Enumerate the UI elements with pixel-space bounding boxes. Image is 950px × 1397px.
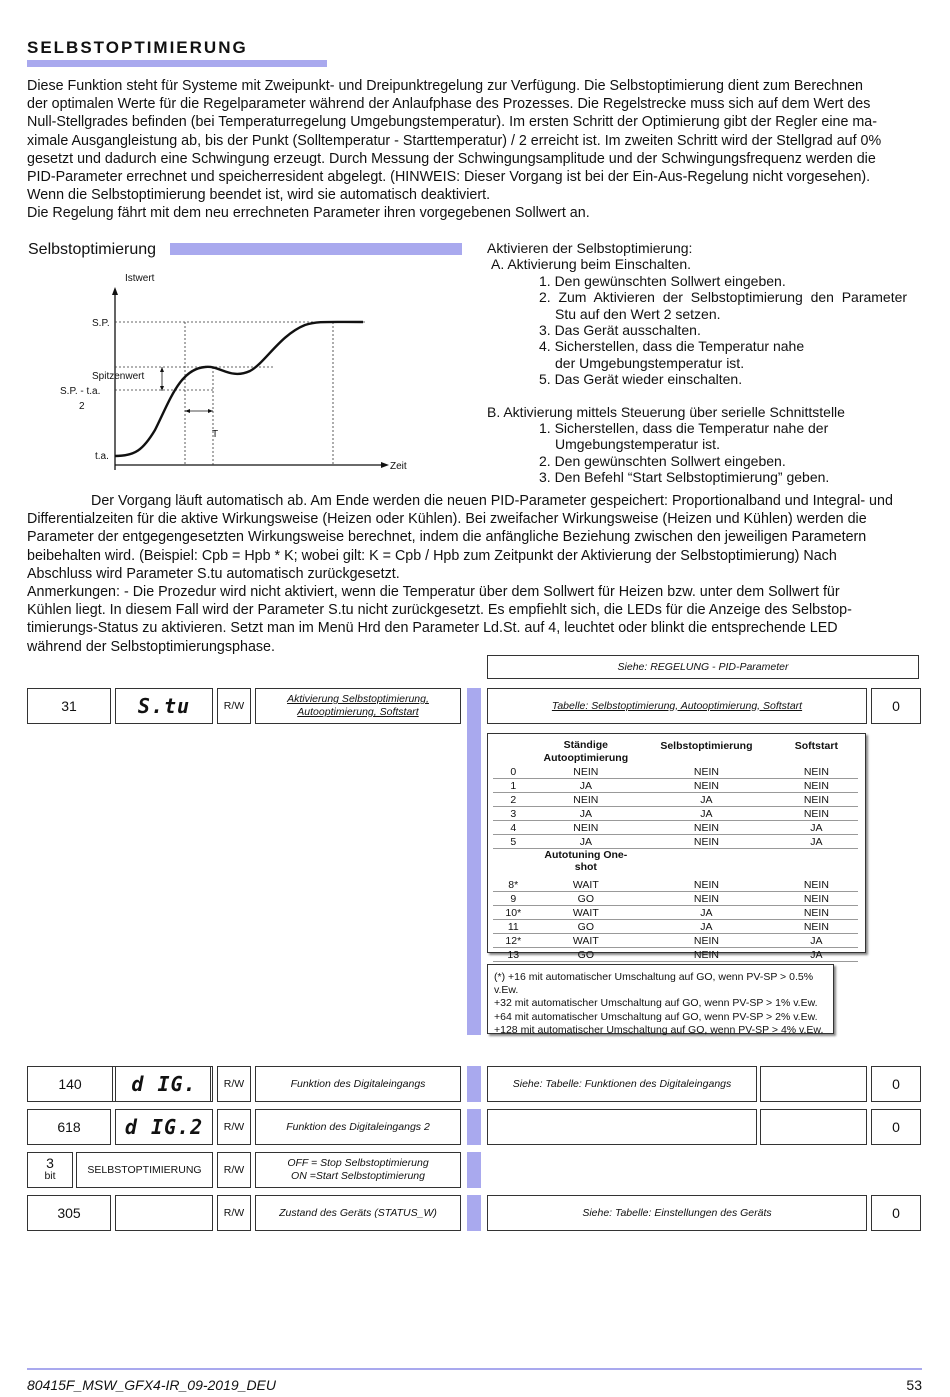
table-cell-value: 9 bbox=[493, 892, 534, 906]
procedure-line: Der Vorgang läuft automatisch ab. Am Ende werden die neuen PID-Parameter gespeichert: Proportionalband und Integral- und bbox=[91, 493, 893, 509]
procedure-line: Anmerkungen: - Die Prozedur wird nicht aktiviert, wenn die Temperatur über dem Sollwert für Heizen bzw. unter dem Sollwert für bbox=[27, 584, 840, 601]
procedure-line: Parameter der entgegengesetzten Wirkungsweise berechnet, indem die anfängliche Beziehung zwischen den jeweiligen Parametern bbox=[27, 529, 867, 546]
process-curve bbox=[115, 322, 363, 456]
steps-b-item: 1. Sicherstellen, dass die Temperatur nahe der bbox=[539, 420, 829, 437]
intro-line: Wenn die Selbstoptimierung beendet ist, wird sie automatisch deaktiviert. bbox=[27, 187, 491, 204]
table-row bbox=[493, 793, 858, 807]
footer-rule bbox=[27, 1368, 922, 1370]
table-cell: JA bbox=[534, 779, 639, 793]
table-cell-value: 12* bbox=[493, 934, 534, 948]
note-line: +128 mit automatischer Umschaltung auf GO, wenn PV-SP > 4% v.Ew. bbox=[494, 1023, 824, 1036]
procedure-line: während der Selbstoptimierungsphase. bbox=[27, 638, 275, 655]
table-cell: NEIN bbox=[638, 892, 775, 906]
steps-b-item: 2. Den gewünschten Sollwert eingeben. bbox=[539, 452, 786, 469]
table-cell: NEIN bbox=[534, 821, 639, 835]
table-cell-value: 1 bbox=[493, 779, 534, 793]
table-cell-value: 3 bbox=[493, 807, 534, 821]
table-row bbox=[493, 948, 858, 962]
table-cell: NEIN bbox=[775, 906, 858, 920]
param-address-unit: bit bbox=[44, 1170, 56, 1182]
param-default: 0 bbox=[871, 1109, 921, 1145]
y-axis-arrow bbox=[112, 287, 118, 295]
table-cell: JA bbox=[534, 835, 639, 849]
steps-a-item: 2. Zum Aktivieren der Selbstoptimierung den Parameter bbox=[539, 289, 908, 306]
table-cell: JA bbox=[638, 906, 775, 920]
accent-bar bbox=[467, 1109, 481, 1145]
activation-steps bbox=[487, 240, 917, 486]
sp-ta-label: S.P. - t.a. bbox=[60, 386, 101, 397]
page-title: SELBSTOPTIMIERUNG bbox=[27, 38, 248, 57]
steps-b-item: 3. Den Befehl “Start Selbstoptimierung” geben. bbox=[539, 469, 830, 486]
page-number: 53 bbox=[906, 1377, 922, 1393]
table-cell: JA bbox=[775, 948, 858, 962]
table-cell: JA bbox=[775, 934, 858, 948]
param-rw: R/W bbox=[217, 1152, 251, 1188]
param-default: 0 bbox=[871, 1066, 921, 1102]
table-cell: NEIN bbox=[775, 878, 858, 892]
intro-line: ximale Ausgangleistung ab, bis der Punkt (Solltemperatur - Starttemperatur) / 2 erreicht ist. Im zweiten Schritt wird der Stellgrad auf 0% bbox=[27, 132, 882, 149]
table-cell: JA bbox=[775, 821, 858, 835]
table-cell: NEIN bbox=[775, 793, 858, 807]
accent-bar bbox=[467, 1195, 481, 1231]
table-cell: WAIT bbox=[534, 906, 639, 920]
param-address-number: 3 bbox=[46, 1155, 54, 1171]
steps-heading: Aktivieren der Selbstoptimierung: bbox=[487, 240, 693, 256]
table-cell-value: 13 bbox=[493, 948, 534, 962]
table-cell-value: 11 bbox=[493, 920, 534, 934]
accent-bar bbox=[467, 688, 481, 1035]
table-header: Ständige Autooptimierung bbox=[543, 739, 629, 764]
table-cell-value: 4 bbox=[493, 821, 534, 835]
table-cell: NEIN bbox=[775, 765, 858, 779]
procedure-line: beibehalten wird. (Beispiel: Cpb = Hpb * K; wobei gilt: K = Cpb / Hpb zum Zeitpunkt der Aktivierung der Selbstoptimierung) Nach bbox=[27, 547, 837, 564]
table-cell: NEIN bbox=[775, 807, 858, 821]
x-axis-arrow bbox=[381, 462, 389, 468]
param-address bbox=[27, 1152, 73, 1188]
param-reference-link[interactable]: Tabelle: Selbstoptimierung, Autooptimierung, Softstart bbox=[487, 688, 867, 724]
table-body-b bbox=[493, 878, 858, 962]
note-line: +64 mit automatischer Umschaltung auf GO, wenn PV-SP > 2% v.Ew. bbox=[494, 1010, 818, 1023]
note-line: +32 mit automatischer Umschaltung auf GO, wenn PV-SP > 1% v.Ew. bbox=[494, 997, 818, 1010]
table-cell-value: 10* bbox=[493, 906, 534, 920]
x-axis-label: Zeit bbox=[390, 461, 407, 472]
param-address: 618 bbox=[27, 1109, 111, 1145]
ta-label: t.a. bbox=[95, 451, 109, 462]
procedure-line: timierungs-Status zu aktivieren. Setzt man im Menü Hrd den Parameter Ld.St. auf 4, leuchtet oder blinkt die entsprechende LED bbox=[27, 620, 838, 637]
table-cell: NEIN bbox=[638, 835, 775, 849]
param-rw: R/W bbox=[217, 688, 251, 724]
table-cell: NEIN bbox=[638, 934, 775, 948]
intro-line: Diese Funktion steht für Systeme mit Zweipunkt- und Dreipunktregelung zur Verfügung. Die Selbstoptimierung dient zum Berechnen bbox=[27, 78, 864, 94]
table-cell-value: 8* bbox=[493, 878, 534, 892]
table-row bbox=[493, 878, 858, 892]
table-row bbox=[493, 821, 858, 835]
intro-line: gesetzt und dadurch eine Schwingung erzeugt. Durch Messung der Schwingungsamplitude und der Schwingungsfrequenz werden die bbox=[27, 150, 876, 167]
peak-label: Spitzenwert bbox=[92, 371, 145, 382]
table-cell-value: 5 bbox=[493, 835, 534, 849]
param-description: Funktion des Digitaleingangs bbox=[255, 1066, 461, 1102]
param-code: S.tu bbox=[115, 688, 213, 724]
table-cell: NEIN bbox=[534, 765, 639, 779]
param-description-line: ON =Start Selbstoptimierung bbox=[291, 1170, 425, 1182]
procedure-line: Differentialzeiten für die aktive Wirkungsweise (Heizen oder Kühlen). Bei zweifacher Wirkungsweise (Heizen und Kühlen) werden die bbox=[27, 511, 867, 528]
table-cell: WAIT bbox=[534, 934, 639, 948]
table-cell: NEIN bbox=[534, 793, 639, 807]
footer-document-id: 80415F_MSW_GFX4-IR_09-2019_DEU bbox=[27, 1377, 277, 1393]
param-default: 0 bbox=[871, 688, 921, 724]
see-pid-box: Siehe: REGELUNG - PID-Parameter bbox=[487, 655, 919, 679]
table-header: Selbstoptimierung bbox=[660, 739, 753, 752]
accent-bar bbox=[467, 1066, 481, 1102]
table-cell: JA bbox=[534, 807, 639, 821]
table-row bbox=[493, 892, 858, 906]
accent-bar bbox=[467, 1152, 481, 1188]
steps-a-item: 1. Den gewünschten Sollwert eingeben. bbox=[539, 272, 786, 289]
param-description bbox=[255, 1152, 461, 1188]
autotuning-table-box bbox=[487, 733, 866, 961]
y-axis-label: Istwert bbox=[125, 273, 155, 284]
table-cell: NEIN bbox=[638, 765, 775, 779]
param-empty-cell bbox=[760, 1109, 867, 1145]
table-cell: GO bbox=[534, 948, 639, 962]
steps-b-item: Umgebungstemperatur ist. bbox=[555, 436, 720, 453]
intro-line: Null-Stellgrades befinden (bei Temperaturregelung Umgebungstemperatur). Im ersten Schritt der Optimierung gibt der Regler eine ma- bbox=[27, 114, 878, 131]
table-cell: JA bbox=[638, 793, 775, 807]
intro-line: PID-Parameter errechnet und speicherresident abgelegt. (HINWEIS: Dieser Vorgang ist bei der Ein-Aus-Regelung nicht vorgesehen). bbox=[27, 169, 871, 186]
steps-b-title: B. Aktivierung mittels Steuerung über serielle Schnittstelle bbox=[487, 403, 845, 420]
note-line: (*) +16 mit automatischer Umschaltung auf GO, wenn PV-SP > 0.5% v.Ew. bbox=[494, 971, 814, 997]
param-code: d IG.2 bbox=[115, 1109, 213, 1145]
param-rw: R/W bbox=[217, 1195, 251, 1231]
intro-line: der optimalen Werte für die Regelparameter während der Anlaufphase des Prozesses. Die Regelstrecke muss sich auf dem Wert des bbox=[27, 96, 871, 113]
table-cell-value: 0 bbox=[493, 765, 534, 779]
period-arrow-head bbox=[185, 409, 190, 413]
param-address: 31 bbox=[27, 688, 111, 724]
table-cell: NEIN bbox=[638, 779, 775, 793]
table-cell: JA bbox=[775, 835, 858, 849]
table-cell: NEIN bbox=[638, 821, 775, 835]
steps-a-item: Stu auf den Wert 2 setzen. bbox=[555, 305, 721, 322]
period-arrow-head bbox=[208, 409, 213, 413]
table-cell: GO bbox=[534, 892, 639, 906]
table-subheader: Autotuning One-shot bbox=[544, 849, 628, 873]
table-body-a bbox=[493, 765, 858, 849]
param-rw: R/W bbox=[217, 1066, 251, 1102]
steps-a-item: 3. Das Gerät ausschalten. bbox=[539, 322, 701, 339]
param-description: Funktion des Digitaleingangs 2 bbox=[255, 1109, 461, 1145]
procedure-line: Kühlen liegt. In diesem Fall wird der Parameter S.tu nicht zurückgesetzt. Es empfiehlt sich, die LEDs für die Anzeige des Selbstop- bbox=[27, 602, 852, 619]
table-cell: NEIN bbox=[775, 892, 858, 906]
table-row bbox=[493, 835, 858, 849]
param-description: Aktivierung Selbstoptimierung, Autooptimierung, Softstart bbox=[255, 688, 461, 724]
table-row bbox=[493, 920, 858, 934]
param-reference: Siehe: Tabelle: Funktionen des Digitaleingangs bbox=[487, 1066, 757, 1102]
title-underline bbox=[27, 60, 327, 67]
diagram-title: Selbstoptimierung bbox=[28, 241, 157, 258]
param-rw: R/W bbox=[217, 1109, 251, 1145]
steps-a-title: A. Aktivierung beim Einschalten. bbox=[491, 256, 691, 273]
table-cell: GO bbox=[534, 920, 639, 934]
steps-a-item: der Umgebungstemperatur ist. bbox=[555, 354, 745, 371]
param-code: d IG. bbox=[115, 1066, 213, 1102]
param-description-line: OFF = Stop Selbstoptimierung bbox=[287, 1157, 429, 1169]
diagram-title-bar bbox=[170, 243, 462, 255]
param-reference bbox=[487, 1109, 757, 1145]
intro-paragraph bbox=[27, 77, 922, 223]
intro-line: Die Regelung fährt mit dem neu errechneten Parameter ihren vorgegebenen Sollwert an. bbox=[27, 205, 590, 222]
half-label: 2 bbox=[79, 401, 85, 412]
table-cell: NEIN bbox=[775, 779, 858, 793]
param-code bbox=[115, 1195, 213, 1231]
procedure-line: Abschluss wird Parameter S.tu automatisch zurückgesetzt. bbox=[27, 565, 400, 582]
table-row bbox=[493, 906, 858, 920]
table-cell: NEIN bbox=[638, 878, 775, 892]
sp-label: S.P. bbox=[92, 318, 110, 329]
table-header: Softstart bbox=[794, 739, 838, 752]
steps-a-item: 4. Sicherstellen, dass die Temperatur nahe bbox=[539, 338, 805, 355]
table-row bbox=[493, 807, 858, 821]
period-label: T bbox=[212, 429, 219, 440]
notes-box bbox=[487, 964, 834, 1034]
autotuning-table bbox=[493, 739, 858, 962]
param-description: Zustand des Geräts (STATUS_W) bbox=[255, 1195, 461, 1231]
table-cell: JA bbox=[638, 920, 775, 934]
steps-a-item: 5. Das Gerät wieder einschalten. bbox=[539, 371, 743, 388]
table-row bbox=[493, 779, 858, 793]
table-cell: WAIT bbox=[534, 878, 639, 892]
procedure-paragraph bbox=[27, 492, 922, 656]
param-empty-cell bbox=[760, 1066, 867, 1102]
param-address: 140 bbox=[28, 1067, 113, 1101]
table-cell: NEIN bbox=[775, 920, 858, 934]
table-cell: JA bbox=[638, 807, 775, 821]
param-default: 0 bbox=[871, 1195, 921, 1231]
table-row bbox=[493, 765, 858, 779]
param-reference: Siehe: Tabelle: Einstellungen des Geräts bbox=[487, 1195, 867, 1231]
param-address: 305 bbox=[27, 1195, 111, 1231]
table-cell-value: 2 bbox=[493, 793, 534, 807]
amplitude-arrow-head bbox=[160, 367, 164, 372]
table-row bbox=[493, 934, 858, 948]
param-code: SELBSTOPTIMIERUNG bbox=[76, 1152, 213, 1188]
table-cell: NEIN bbox=[638, 948, 775, 962]
autotuning-diagram bbox=[55, 265, 430, 480]
